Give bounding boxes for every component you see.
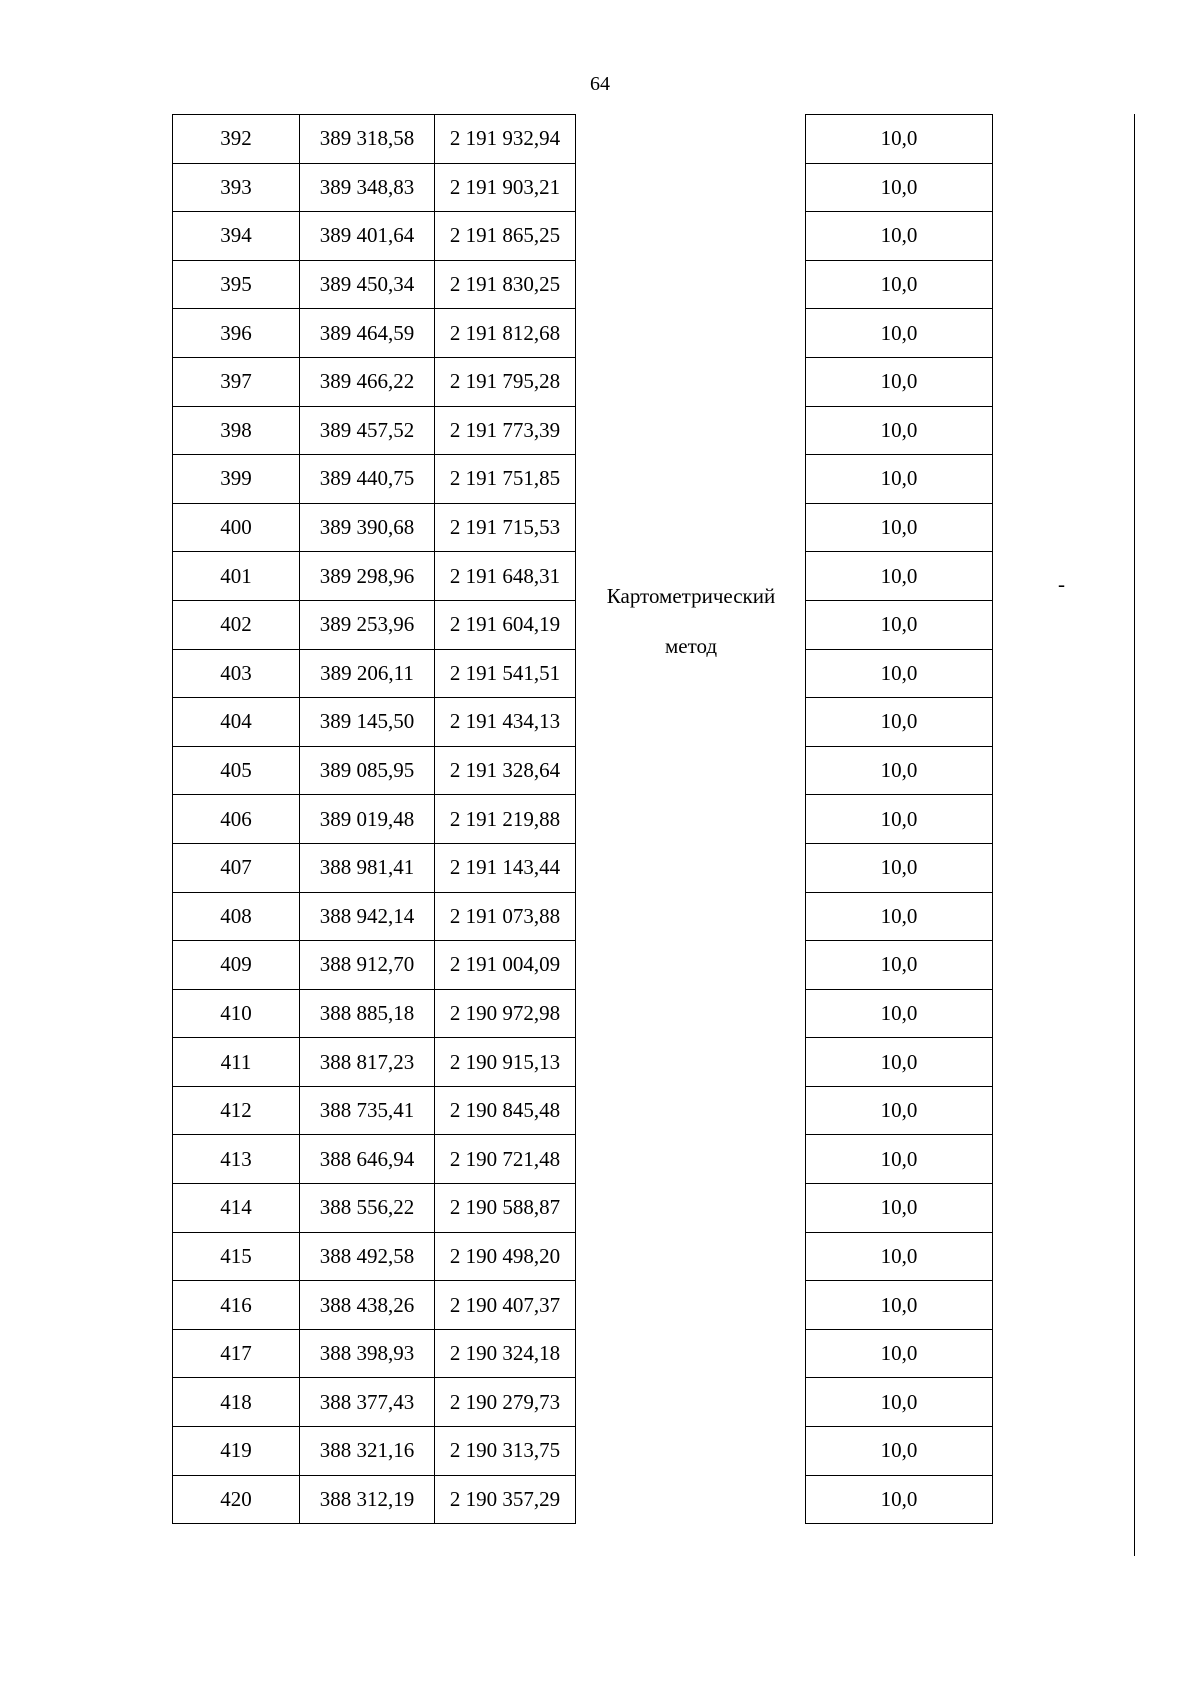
accuracy-cell: 10,0 [806,1281,993,1330]
point-number-cell: 415 [173,1232,300,1281]
y-coordinate-cell: 2 191 751,85 [435,455,576,504]
y-coordinate-cell: 2 191 830,25 [435,260,576,309]
y-coordinate-cell: 2 191 865,25 [435,212,576,261]
y-coordinate-cell: 2 191 541,51 [435,649,576,698]
page-number: 64 [590,73,610,95]
point-number-cell: 408 [173,892,300,941]
point-number-cell: 407 [173,843,300,892]
point-number-cell: 409 [173,941,300,990]
point-number-cell: 411 [173,1038,300,1087]
accuracy-cell: 10,0 [806,1378,993,1427]
y-coordinate-cell: 2 191 434,13 [435,698,576,747]
x-coordinate-cell: 388 981,41 [300,843,435,892]
x-coordinate-cell: 388 377,43 [300,1378,435,1427]
y-coordinate-cell: 2 190 588,87 [435,1184,576,1233]
accuracy-cell: 10,0 [806,455,993,504]
y-coordinate-cell: 2 191 903,21 [435,163,576,212]
y-coordinate-cell: 2 191 648,31 [435,552,576,601]
accuracy-cell: 10,0 [806,1038,993,1087]
point-number-cell: 403 [173,649,300,698]
point-number-cell: 399 [173,455,300,504]
accuracy-cell: 10,0 [806,552,993,601]
point-number-cell: 401 [173,552,300,601]
x-coordinate-cell: 388 817,23 [300,1038,435,1087]
x-coordinate-cell: 388 885,18 [300,989,435,1038]
x-coordinate-cell: 389 464,59 [300,309,435,358]
y-coordinate-cell: 2 190 915,13 [435,1038,576,1087]
accuracy-cell: 10,0 [806,212,993,261]
y-coordinate-cell: 2 190 721,48 [435,1135,576,1184]
table-row [173,115,993,164]
point-number-cell: 406 [173,795,300,844]
x-coordinate-cell: 389 466,22 [300,357,435,406]
method-label-line2: метод [664,633,718,658]
x-coordinate-cell: 389 298,96 [300,552,435,601]
coordinates-table-body [173,115,993,1524]
x-coordinate-cell: 388 942,14 [300,892,435,941]
method-cell [576,115,806,1524]
accuracy-cell: 10,0 [806,357,993,406]
point-number-cell: 400 [173,503,300,552]
accuracy-cell: 10,0 [806,260,993,309]
accuracy-cell: 10,0 [806,746,993,795]
x-coordinate-cell: 389 390,68 [300,503,435,552]
y-coordinate-cell: 2 190 407,37 [435,1281,576,1330]
y-coordinate-cell: 2 191 143,44 [435,843,576,892]
point-number-cell: 395 [173,260,300,309]
accuracy-cell: 10,0 [806,1135,993,1184]
accuracy-cell: 10,0 [806,406,993,455]
y-coordinate-cell: 2 191 328,64 [435,746,576,795]
accuracy-cell: 10,0 [806,1086,993,1135]
point-number-cell: 417 [173,1329,300,1378]
x-coordinate-cell: 388 312,19 [300,1475,435,1524]
x-coordinate-cell: 388 735,41 [300,1086,435,1135]
accuracy-cell: 10,0 [806,1329,993,1378]
point-number-cell: 405 [173,746,300,795]
x-coordinate-cell: 389 318,58 [300,115,435,164]
accuracy-cell: 10,0 [806,600,993,649]
y-coordinate-cell: 2 191 812,68 [435,309,576,358]
point-number-cell: 394 [173,212,300,261]
x-coordinate-cell: 388 492,58 [300,1232,435,1281]
method-label-line1: Картометрический [606,583,776,608]
point-number-cell: 396 [173,309,300,358]
x-coordinate-cell: 389 440,75 [300,455,435,504]
point-number-cell: 420 [173,1475,300,1524]
accuracy-cell: 10,0 [806,892,993,941]
point-number-cell: 416 [173,1281,300,1330]
point-number-cell: 412 [173,1086,300,1135]
x-coordinate-cell: 389 019,48 [300,795,435,844]
coordinates-table [172,114,993,1524]
accuracy-cell: 10,0 [806,698,993,747]
accuracy-cell: 10,0 [806,1232,993,1281]
x-coordinate-cell: 389 206,11 [300,649,435,698]
accuracy-cell: 10,0 [806,843,993,892]
point-number-cell: 413 [173,1135,300,1184]
y-coordinate-cell: 2 191 795,28 [435,357,576,406]
y-coordinate-cell: 2 191 773,39 [435,406,576,455]
y-coordinate-cell: 2 190 357,29 [435,1475,576,1524]
x-coordinate-cell: 388 556,22 [300,1184,435,1233]
table-right-border [1134,114,1135,1556]
y-coordinate-cell: 2 191 932,94 [435,115,576,164]
x-coordinate-cell: 389 348,83 [300,163,435,212]
accuracy-cell: 10,0 [806,989,993,1038]
x-coordinate-cell: 388 438,26 [300,1281,435,1330]
point-number-cell: 410 [173,989,300,1038]
y-coordinate-cell: 2 190 972,98 [435,989,576,1038]
accuracy-cell: 10,0 [806,163,993,212]
accuracy-cell: 10,0 [806,115,993,164]
x-coordinate-cell: 388 646,94 [300,1135,435,1184]
x-coordinate-cell: 389 450,34 [300,260,435,309]
accuracy-cell: 10,0 [806,309,993,358]
y-coordinate-cell: 2 190 845,48 [435,1086,576,1135]
point-number-cell: 392 [173,115,300,164]
y-coordinate-cell: 2 190 279,73 [435,1378,576,1427]
x-coordinate-cell: 389 457,52 [300,406,435,455]
point-number-cell: 419 [173,1427,300,1476]
method-label [576,571,806,671]
accuracy-cell: 10,0 [806,1475,993,1524]
y-coordinate-cell: 2 191 219,88 [435,795,576,844]
point-number-cell: 414 [173,1184,300,1233]
accuracy-cell: 10,0 [806,503,993,552]
y-coordinate-cell: 2 190 313,75 [435,1427,576,1476]
y-coordinate-cell: 2 190 498,20 [435,1232,576,1281]
point-number-cell: 398 [173,406,300,455]
accuracy-cell: 10,0 [806,1184,993,1233]
y-coordinate-cell: 2 191 073,88 [435,892,576,941]
x-coordinate-cell: 389 145,50 [300,698,435,747]
y-coordinate-cell: 2 191 004,09 [435,941,576,990]
x-coordinate-cell: 388 321,16 [300,1427,435,1476]
accuracy-cell: 10,0 [806,795,993,844]
x-coordinate-cell: 389 085,95 [300,746,435,795]
point-number-cell: 418 [173,1378,300,1427]
x-coordinate-cell: 389 253,96 [300,600,435,649]
y-coordinate-cell: 2 190 324,18 [435,1329,576,1378]
y-coordinate-cell: 2 191 715,53 [435,503,576,552]
x-coordinate-cell: 388 398,93 [300,1329,435,1378]
point-number-cell: 393 [173,163,300,212]
point-number-cell: 404 [173,698,300,747]
accuracy-cell: 10,0 [806,941,993,990]
accuracy-cell: 10,0 [806,649,993,698]
point-number-cell: 402 [173,600,300,649]
accuracy-cell: 10,0 [806,1427,993,1476]
y-coordinate-cell: 2 191 604,19 [435,600,576,649]
notes-dash: - [1058,572,1065,596]
x-coordinate-cell: 389 401,64 [300,212,435,261]
point-number-cell: 397 [173,357,300,406]
x-coordinate-cell: 388 912,70 [300,941,435,990]
